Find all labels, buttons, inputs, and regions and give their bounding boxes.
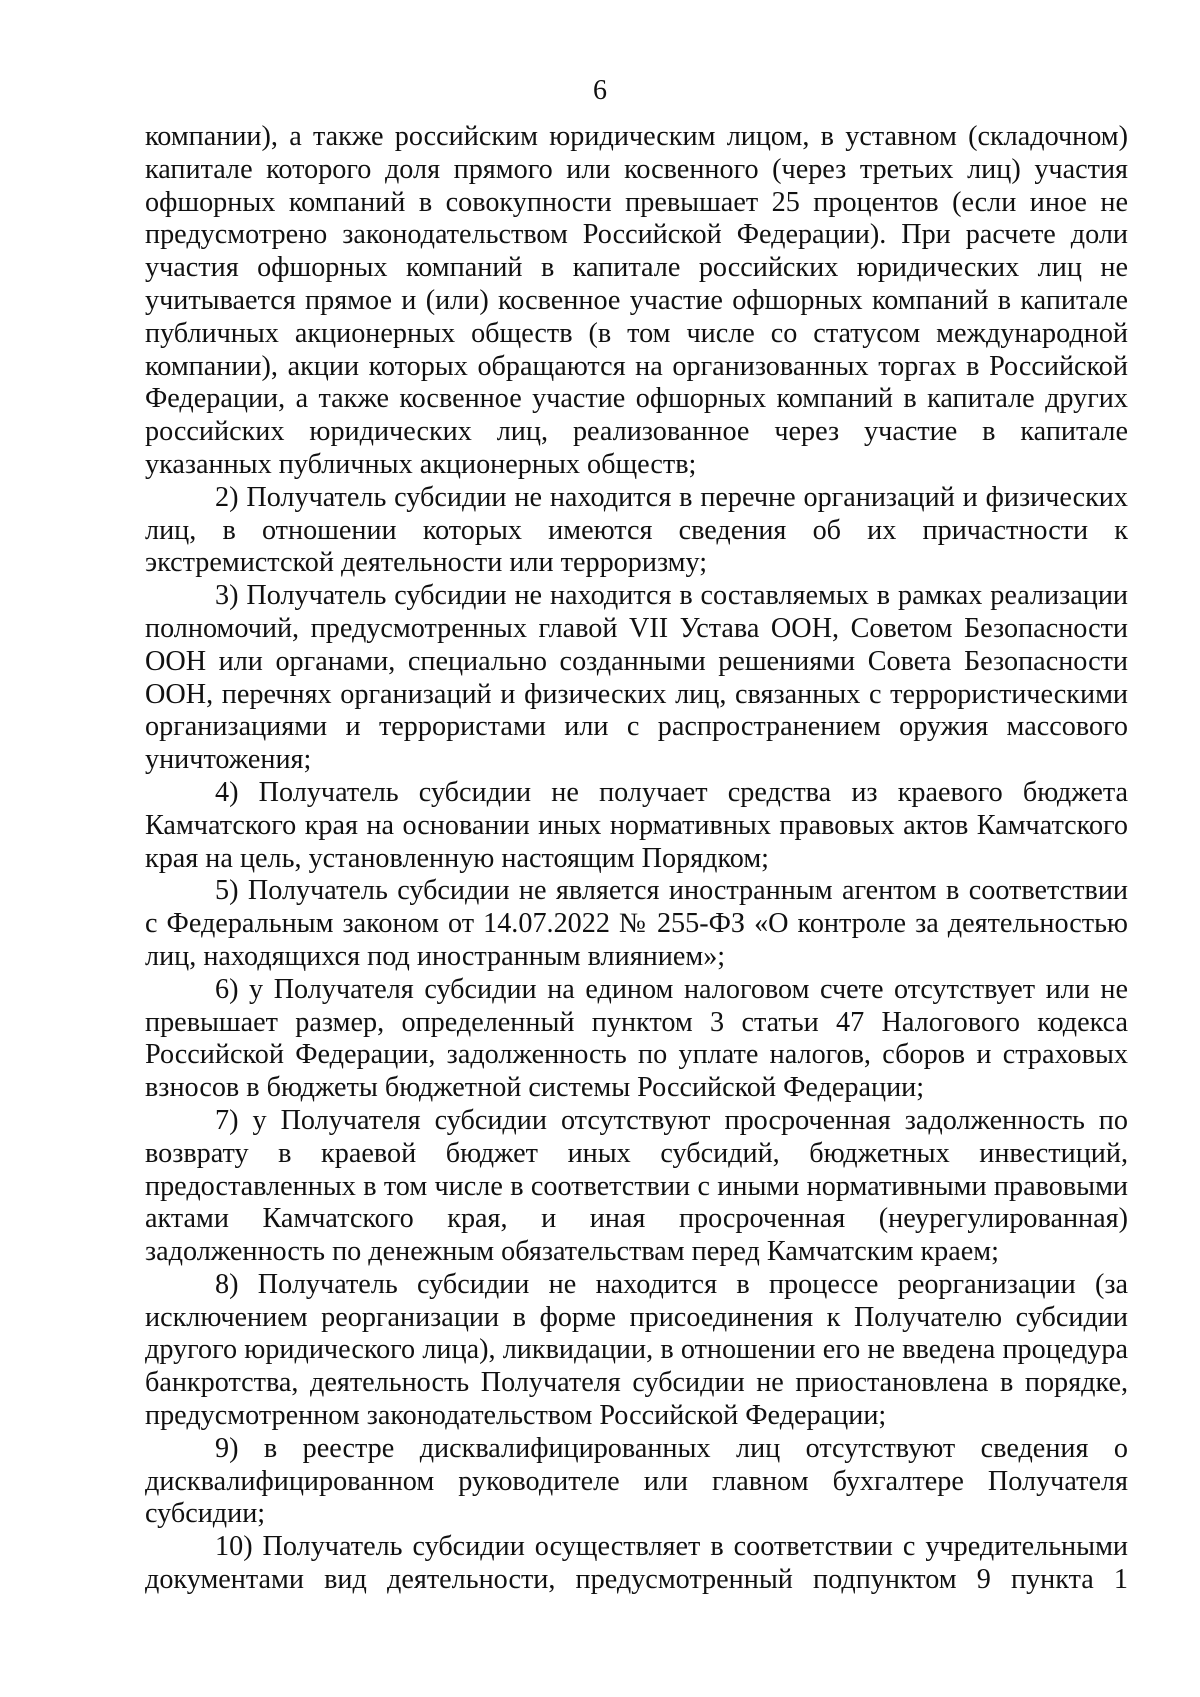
list-item-10: 10) Получатель субсидии осуществляет в соответствии с учредительными документами вид деятельности, предусмотренный подпунктом 9 пункта 1 bbox=[145, 1531, 1128, 1596]
list-item-5: 5) Получатель субсидии не является иностранным агентом в соответствии с Федеральным законом от 14.07.2022 № 255-ФЗ «О контроле за деятельностью лиц, находящихся под иностранным влиянием»; bbox=[145, 875, 1128, 972]
list-item-2: 2) Получатель субсидии не находится в перечне организаций и физических лиц, в отношении которых имеются сведения об их причастности к экстремистской деятельности или терроризму; bbox=[145, 481, 1128, 579]
paragraph-continuation: компании), а также российским юридическим лицом, в уставном (складочном) капитале которого доля прямого или косвенного (через третьих лиц) участия офшорных компаний в совокупности превышает 25 процентов (если иное не предусмотрено законодательством Российской Федерации). При расчете доли участия офшорных компаний в капитале российских юридических лиц не учитывается прямое и (или) косвенное участие офшорных компаний в капитале публичных акционерных обществ (в том числе со статусом международной компании), акции которых обращаются на организованных торгах в Российской Федерации, а также косвенное участие офшорных компаний в капитале других российских юридических лиц, реализованное через участие в капитале указанных публичных акционерных обществ; bbox=[145, 121, 1128, 480]
list-item-8: 8) Получатель субсидии не находится в процессе реорганизации (за исключением реорганизации в форме присоединения к Получателю субсидии другого юридического лица), ликвидации, в отношении его не введена процедура банкротства, деятельность Получателя субсидии не приостановлена в порядке, предусмотренном законодательством Российской Федерации; bbox=[145, 1268, 1128, 1432]
list-item-4: 4) Получатель субсидии не получает средства из краевого бюджета Камчатского края на основании иных нормативных правовых актов Камчатского края на цель, установленную настоящим Порядком; bbox=[145, 776, 1128, 874]
list-item-6: 6) у Получателя субсидии на едином налоговом счете отсутствует или не превышает размер, определенный пунктом 3 статьи 47 Налогового кодекса Российской Федерации, задолженность по уплате налогов, сборов и страховых взносов в бюджеты бюджетной системы Российской Федерации; bbox=[145, 973, 1128, 1104]
list-item-7: 7) у Получателя субсидии отсутствуют просроченная задолженность по возврату в краевой бюджет иных субсидий, бюджетных инвестиций, предоставленных в том числе в соответствии с иными нормативными правовыми актами Камчатского края, и иная просроченная (неурегулированная) задолженность по денежным обязательствам перед Камчатским краем; bbox=[145, 1104, 1128, 1268]
list-item-9: 9) в реестре дисквалифицированных лиц отсутствуют сведения о дисквалифицированном руководителе или главном бухгалтере Получателя субсидии; bbox=[145, 1432, 1128, 1530]
list-item-3: 3) Получатель субсидии не находится в составляемых в рамках реализации полномочий, предусмотренных главой VII Устава ООН, Советом Безопасности ООН или органами, специально созданными решениями Совета Безопасности ООН, перечнях организаций и физических лиц, связанных с террористическими организациями и террористами или с распространением оружия массового уничтожения; bbox=[145, 580, 1128, 776]
document-body bbox=[145, 121, 1128, 1597]
page-number: 6 bbox=[593, 75, 607, 106]
